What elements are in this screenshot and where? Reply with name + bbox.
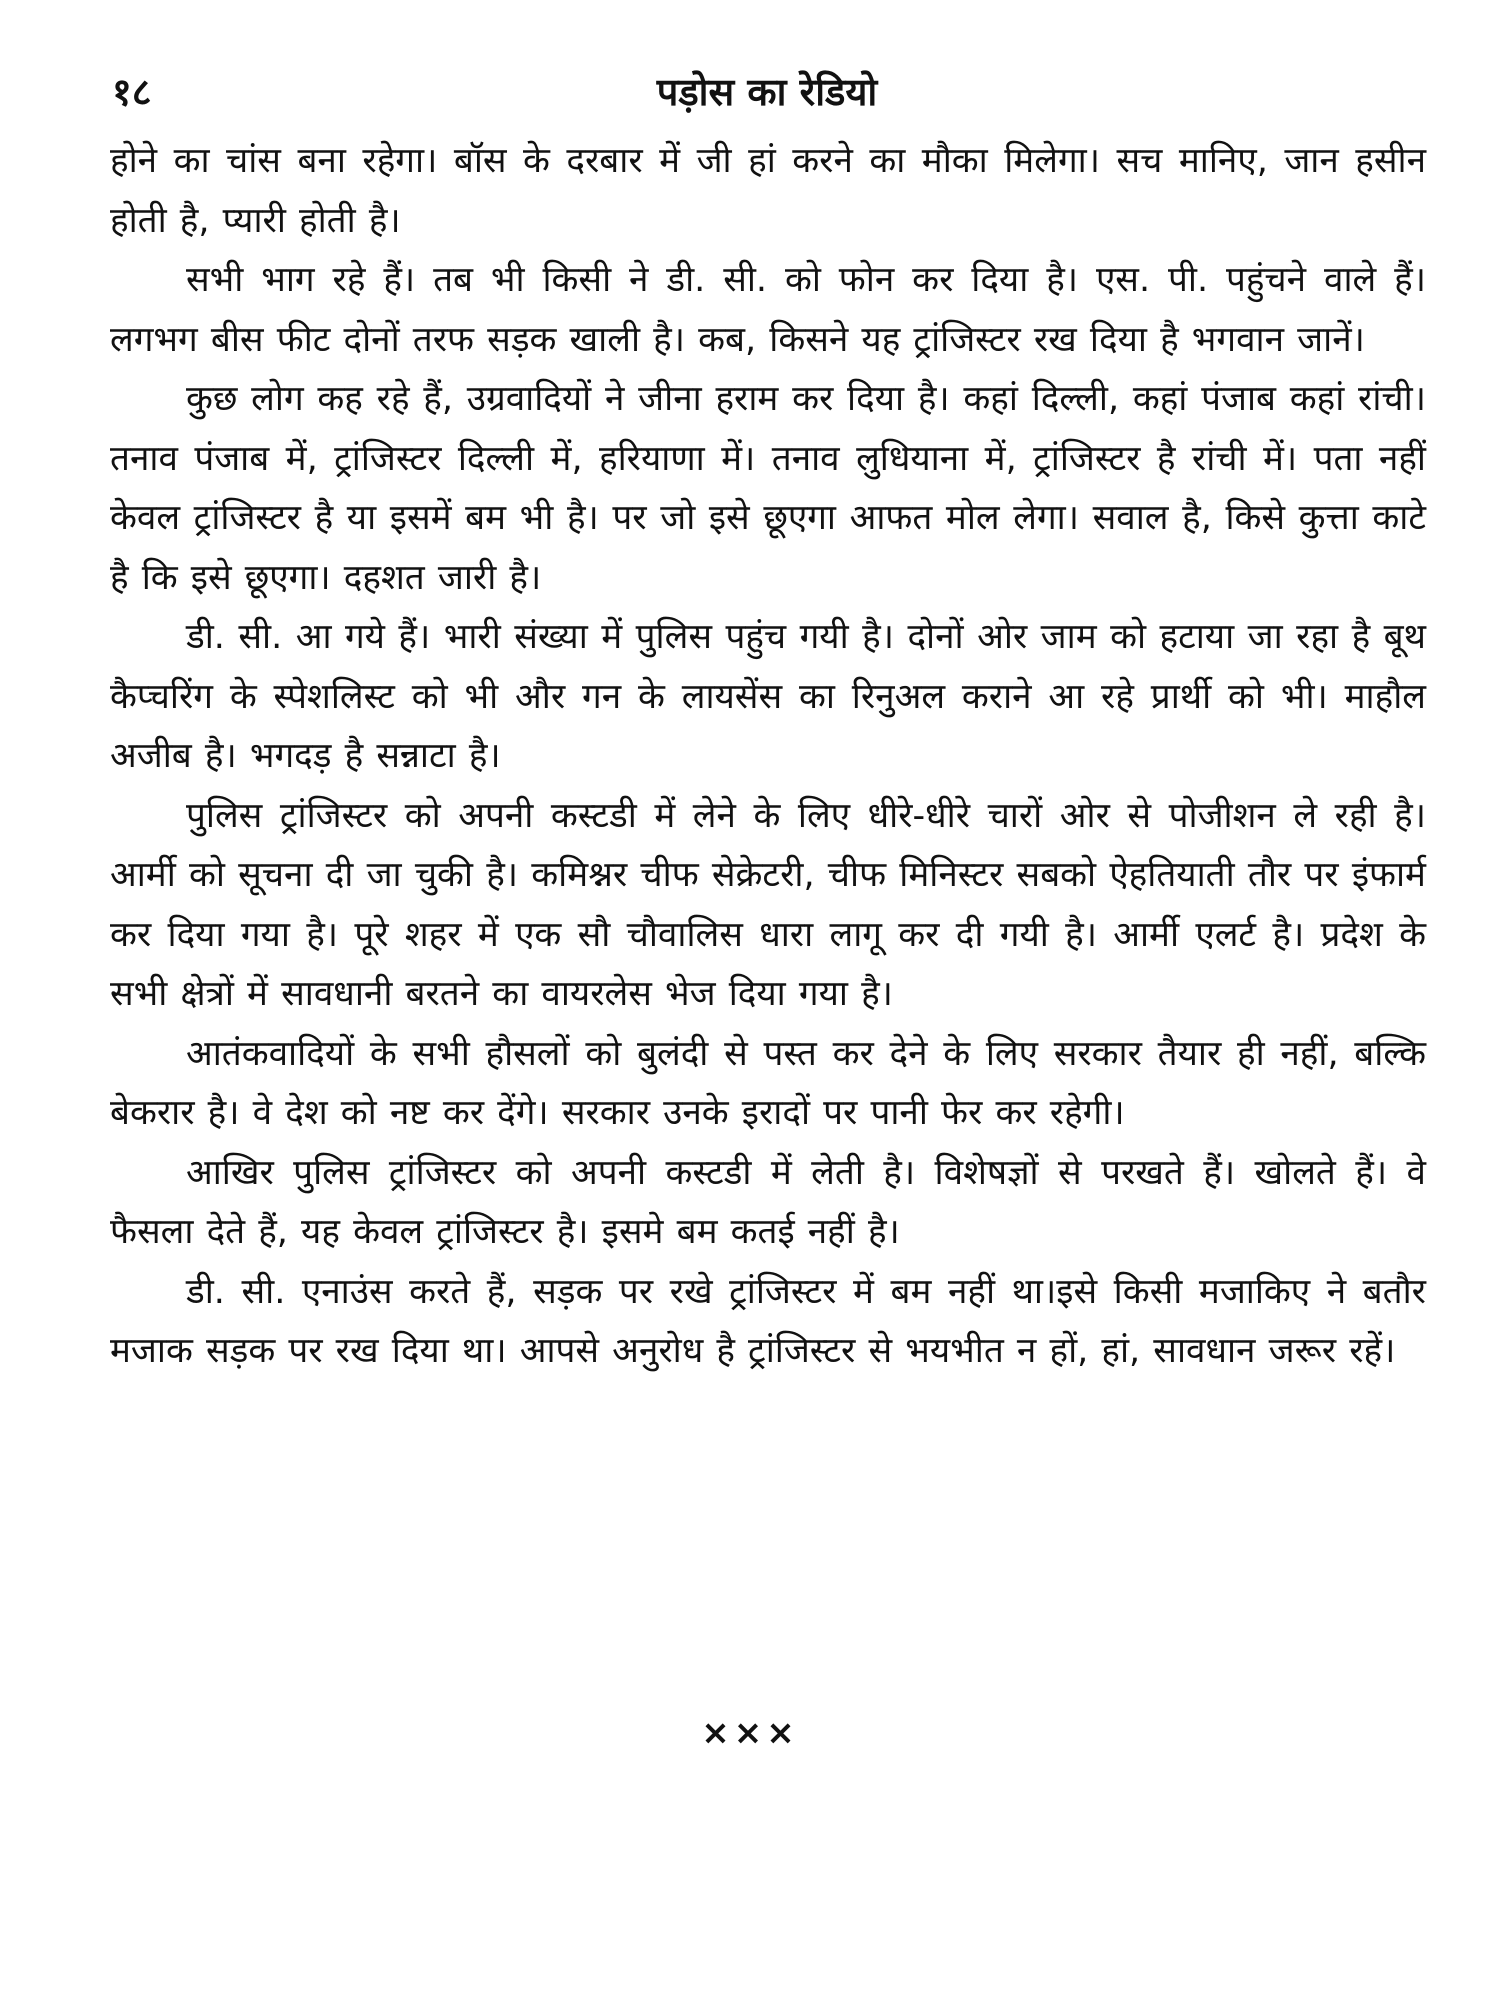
page-number: १८ (112, 70, 152, 114)
paragraph: सभी भाग रहे हैं। तब भी किसी ने डी. सी. को फोन कर दिया है। एस. पी. पहुंचने वाले हैं। लगभग बीस फीट दोनों तरफ सड़क खाली है। कब, किसने यह ट्रांजिस्टर रख दिया है भगवान जानें। (110, 260, 1426, 360)
page-header (112, 62, 1422, 122)
paragraph: आतंकवादियों के सभी हौसलों को बुलंदी से पस्त कर देने के लिए सरकार तैयार ही नहीं, बल्कि बेकरार है। वे देश को नष्ट कर देंगे। सरकार उनके इरादों पर पानी फेर कर रहेगी। (110, 1033, 1426, 1133)
paragraph: डी. सी. आ गये हैं। भारी संख्या में पुलिस पहुंच गयी है। दोनों ओर जाम को हटाया जा रहा है बूथ कैप्चरिंग के स्पेशलिस्ट को भी और गन के लायसेंस का रिनुअल कराने आ रहे प्रार्थी को भी। माहौल अजीब है। भगदड़ है सन्नाटा है। (110, 617, 1426, 776)
running-title: पड़ोस का रेडियो (656, 70, 878, 114)
paragraph: कुछ लोग कह रहे हैं, उग्रवादियों ने जीना हराम कर दिया है। कहां दिल्ली, कहां पंजाब कहां रांची। तनाव पंजाब में, ट्रांजिस्टर दिल्ली में, हरियाणा में। तनाव लुधियाना में, ट्रांजिस्टर है रांची में। पता नहीं केवल ट्रांजिस्टर है या इसमें बम भी है। पर जो इसे छूएगा आफत मोल लेगा। सवाल है, किसे कुत्ता काटे है कि इसे छूएगा। दहशत जारी है। (110, 379, 1426, 598)
section-end-mark: ××× (701, 1713, 799, 1753)
paragraph: आखिर पुलिस ट्रांजिस्टर को अपनी कस्टडी में लेती है। विशेषज्ञों से परखते हैं। खोलते हैं। वे फैसला देते हैं, यह केवल ट्रांजिस्टर है। इसमे बम कतई नहीं है। (110, 1152, 1426, 1252)
paragraph: डी. सी. एनाउंस करते हैं, सड़क पर रखे ट्रांजिस्टर में बम नहीं था।इसे किसी मजाकिए ने बतौर मजाक सड़क पर रख दिया था। आपसे अनुरोध है ट्रांजिस्टर से भयभीत न हों, हां, सावधान जरूर रहें। (110, 1271, 1426, 1371)
body-text (110, 132, 1426, 1382)
paragraph: पुलिस ट्रांजिस्टर को अपनी कस्टडी में लेने के लिए धीरे-धीरे चारों ओर से पोजीशन ले रही है। आर्मी को सूचना दी जा चुकी है। कमिश्नर चीफ सेक्रेटरी, चीफ मिनिस्टर सबको ऐहतियाती तौर पर इंफार्म कर दिया गया है। पूरे शहर में एक सौ चौवालिस धारा लागू कर दी गयी है। आर्मी एलर्ट है। प्रदेश के सभी क्षेत्रों में सावधानी बरतने का वायरलेस भेज दिया गया है। (110, 795, 1426, 1014)
paragraph: होने का चांस बना रहेगा। बॉस के दरबार में जी हां करने का मौका मिलेगा। सच मानिए, जान हसीन होती है, प्यारी होती है। (110, 141, 1426, 241)
